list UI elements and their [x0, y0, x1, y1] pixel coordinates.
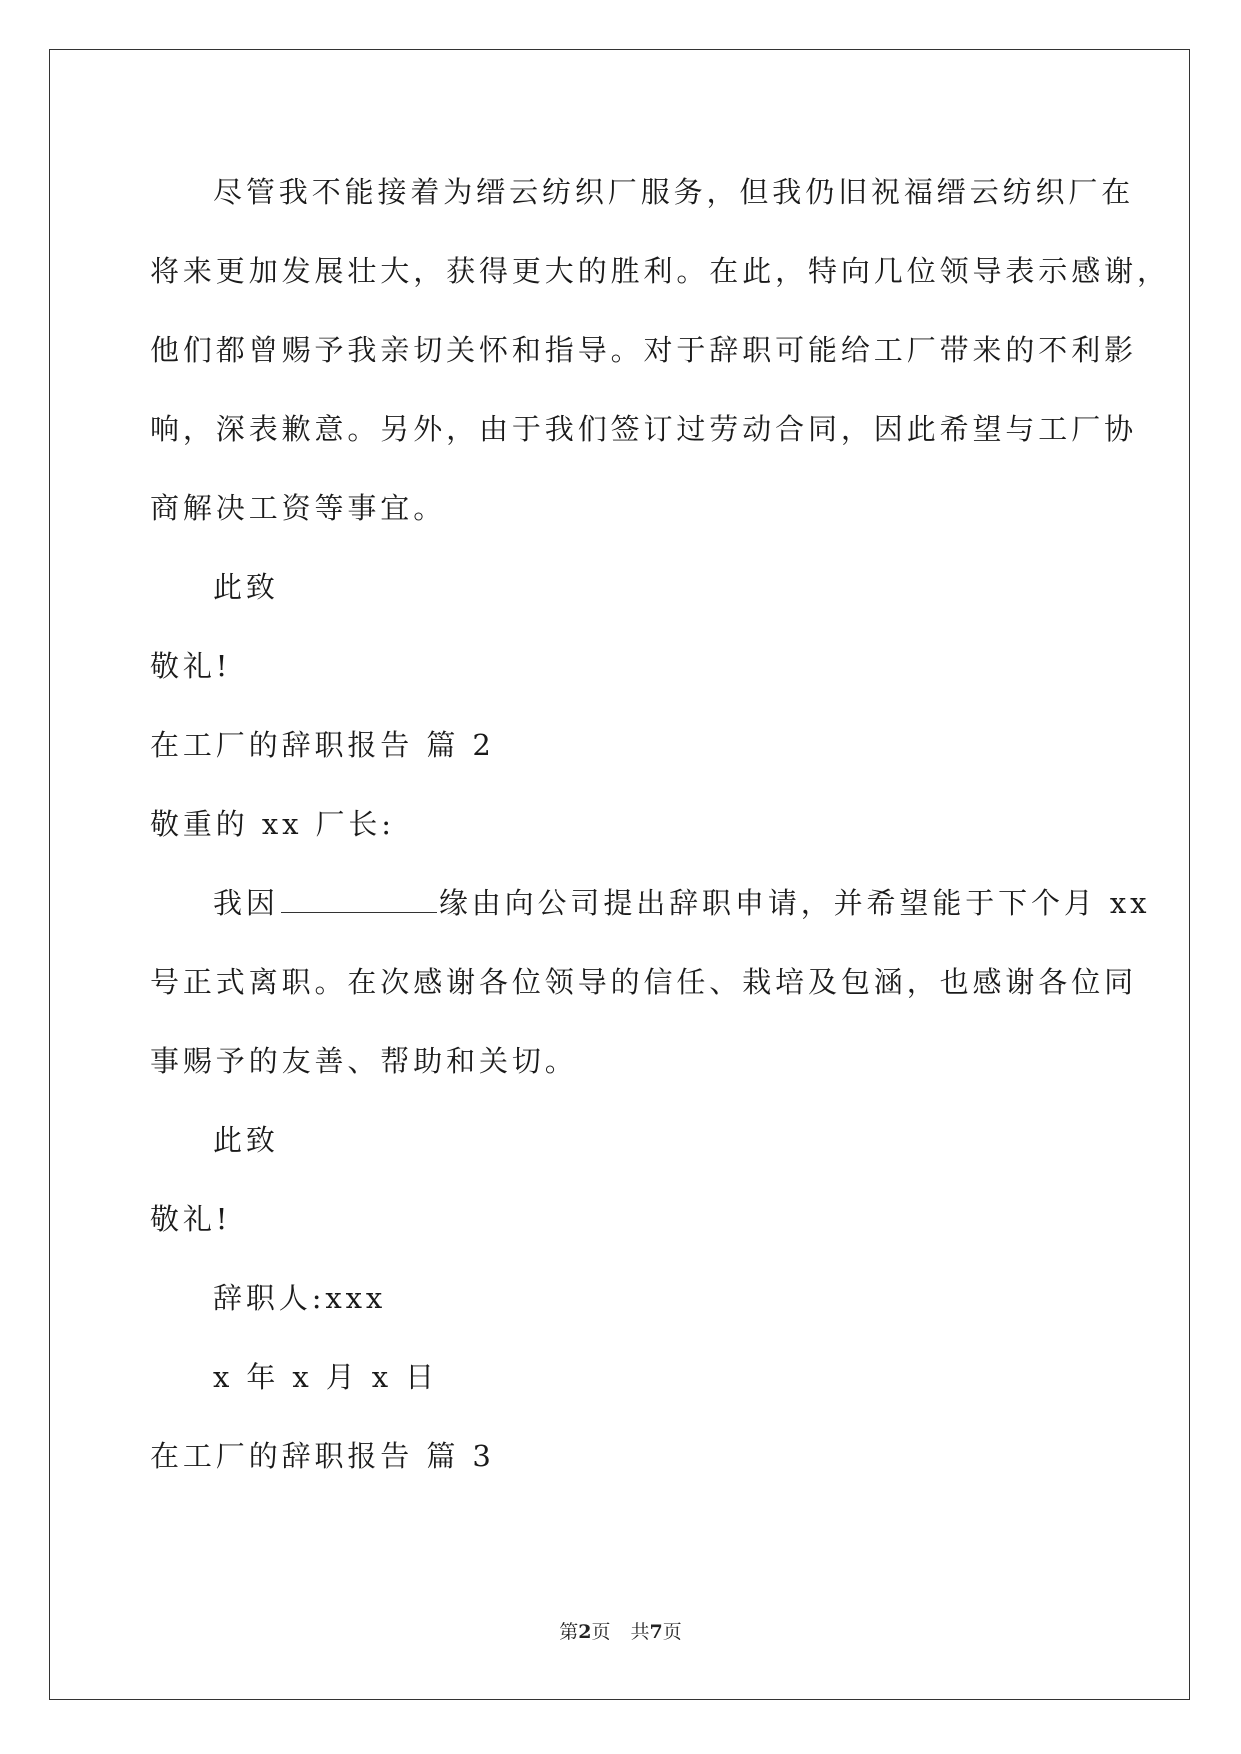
paragraph-line: 号正式离职。在次感谢各位领导的信任、栽培及包涵，也感谢各位同 [150, 965, 1138, 999]
paragraph-line: 商解决工资等事宜。 [150, 491, 447, 525]
fill-in-blank [281, 884, 437, 913]
footer-total-prefix: 共 [630, 1621, 650, 1643]
footer-prefix: 第 [559, 1621, 579, 1643]
section-heading: 在工厂的辞职报告 篇 3 [150, 1439, 495, 1473]
footer-page-unit: 页 [591, 1621, 611, 1643]
paragraph-line: 事赐予的友善、帮助和关切。 [150, 1044, 578, 1078]
paragraph-line: 响，深表歉意。另外，由于我们签订过劳动合同，因此希望与工厂协 [150, 412, 1138, 446]
section-heading: 在工厂的辞职报告 篇 2 [150, 728, 495, 762]
text-after-blank: 缘由向公司提出辞职申请，并希望能于下个月 xx [438, 886, 1151, 920]
text-before-blank: 我因 [213, 886, 279, 920]
closing-text: 此致 [213, 1123, 279, 1157]
paragraph-line: 将来更加发展壮大，获得更大的胜利。在此，特向几位领导表示感谢， [150, 254, 1170, 288]
closing-text: 此致 [213, 570, 279, 604]
footer-total-unit: 页 [662, 1621, 682, 1643]
paragraph-line: 尽管我不能接着为缙云纺织厂服务，但我仍旧祝福缙云纺织厂在 [213, 175, 1135, 209]
date-line: x 年 x 月 x 日 [213, 1360, 439, 1394]
page-number: 2 [578, 1621, 592, 1643]
salutation: 敬礼! [150, 1202, 232, 1236]
signer-line: 辞职人:xxx [213, 1281, 387, 1315]
greeting: 敬重的 xx 厂长: [150, 807, 395, 841]
salutation: 敬礼! [150, 649, 232, 683]
page-footer [0, 1620, 1241, 1644]
total-pages: 7 [649, 1621, 663, 1643]
paragraph-line: 他们都曾赐予我亲切关怀和指导。对于辞职可能给工厂带来的不利影 [150, 333, 1138, 367]
paragraph-line [213, 883, 1150, 923]
